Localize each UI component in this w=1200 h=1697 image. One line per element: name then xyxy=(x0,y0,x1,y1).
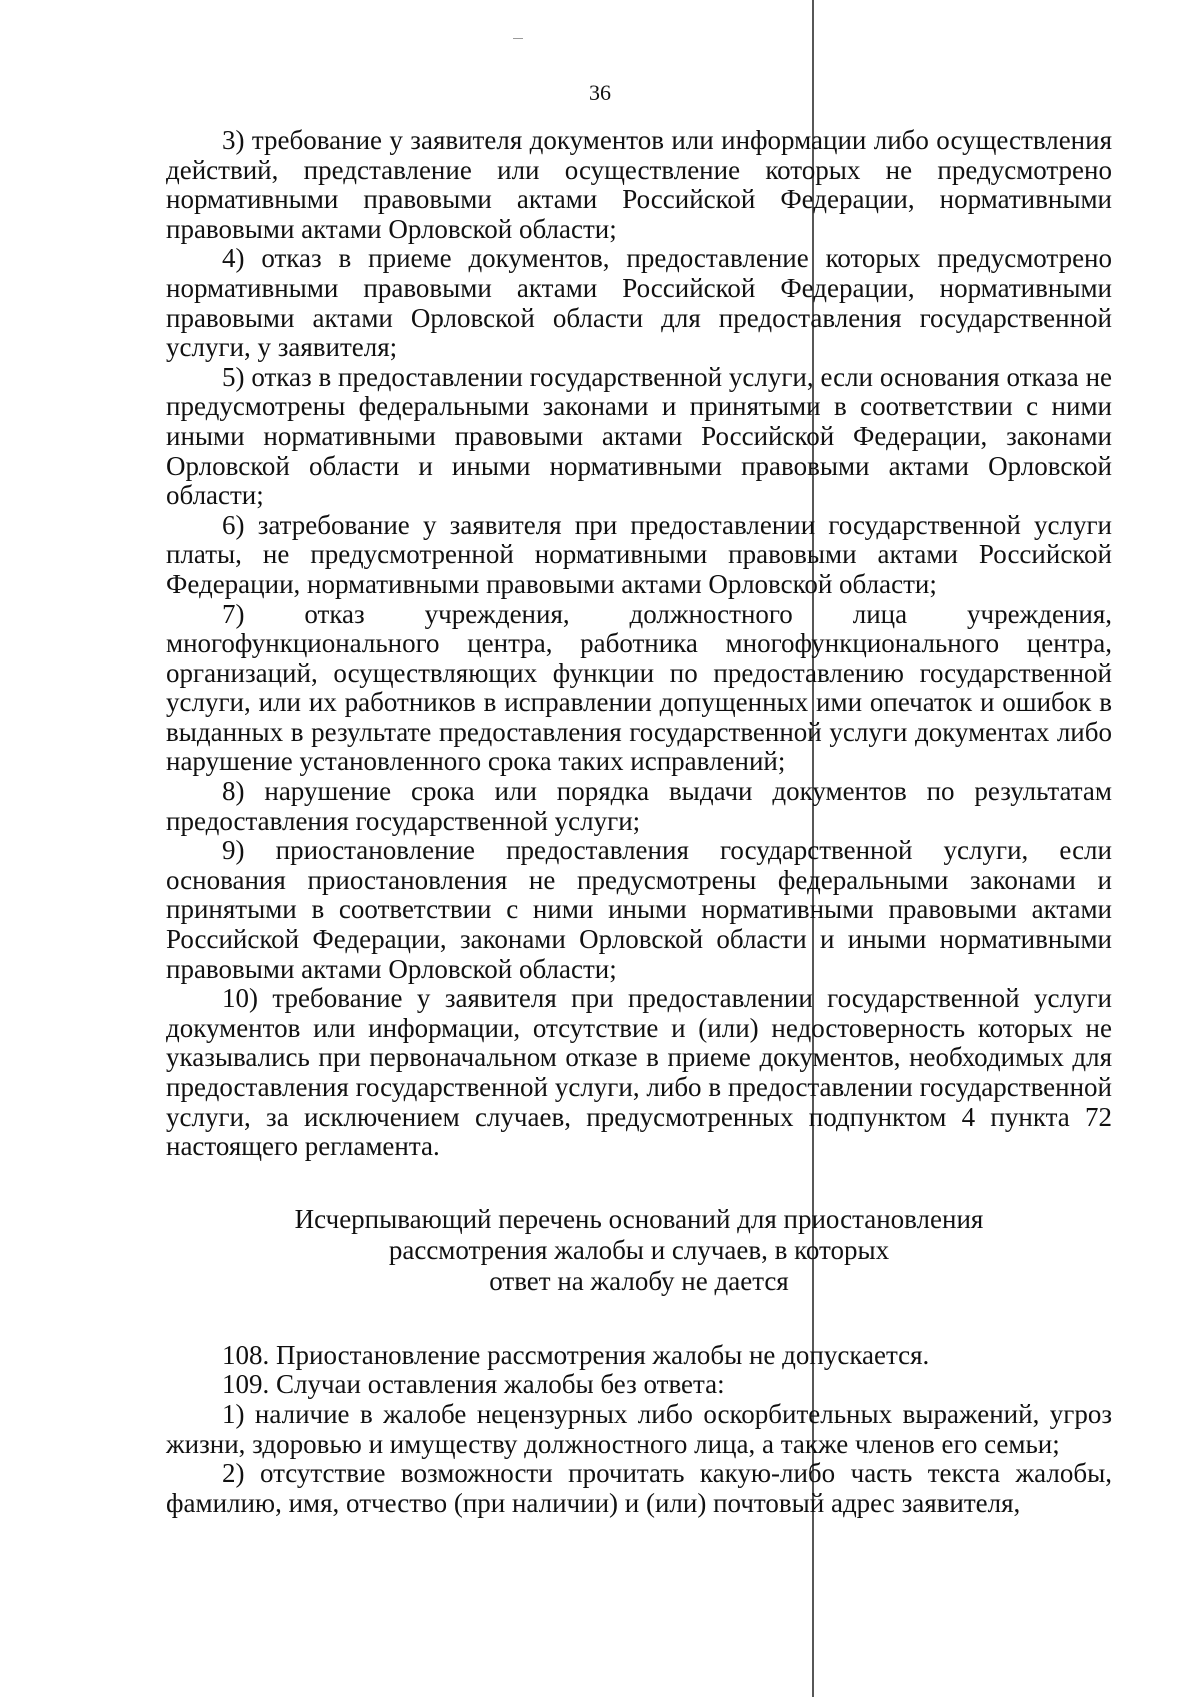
list-item-3: 3) требование у заявителя документов или информации либо осуществления действий, представление или осуществление которых не предусмотрено нормативными правовыми актами Российской Федерации, нормативными правовыми актами Орловской области; xyxy=(166,125,1112,244)
list-item-10: 10) требование у заявителя при предоставлении государственной услуги документов или информации, отсутствие и (или) недостоверность которых не указывались при первоначальном отказе в приеме документов, необходимых для предоставления государственной услуги, либо в предоставлении государственной услуги, за исключением случаев, предусмотренных подпунктом 4 пункта 72 настоящего регламента. xyxy=(166,983,1112,1162)
section-heading xyxy=(166,1204,1112,1297)
list-item-9: 9) приостановление предоставления государственной услуги, если основания приостановления не предусмотрены федеральными законами и принятыми в соответствии с ними иными нормативными правовыми актами Российской Федерации, законами Орловской области и иными нормативными правовыми актами Орловской области; xyxy=(166,835,1112,984)
list-item-8: 8) нарушение срока или порядка выдачи документов по результатам предоставления государственной услуги; xyxy=(166,776,1112,836)
list-item-4: 4) отказ в приеме документов, предоставление которых предусмотрено нормативными правовыми актами Российской Федерации, нормативными правовыми актами Орловской области для предоставления государственной услуги, у заявителя; xyxy=(166,243,1112,363)
clause-109-item-1: 1) наличие в жалобе нецензурных либо оскорбительных выражений, угроз жизни, здоровью и имуществу должностного лица, а также членов его семьи; xyxy=(166,1398,1112,1459)
section-heading-line-1: Исчерпывающий перечень оснований для приостановления xyxy=(294,1203,984,1234)
clause-109-item-2: 2) отсутствие возможности прочитать какую-либо часть текста жалобы, фамилию, имя, отчество (при наличии) и (или) почтовый адрес заявителя, xyxy=(166,1458,1112,1518)
list-item-7: 7) отказ учреждения, должностного лица учреждения, многофункционального центра, работника многофункционального центра, организаций, осуществляющих функции по предоставлению государственной услуги, или их работников в исправлении допущенных ими опечаток и ошибок в выданных в результате предоставления государственной услуги документах либо нарушение установленного срока таких исправлений; xyxy=(166,598,1112,777)
clause-109: 109. Случаи оставления жалобы без ответа: xyxy=(222,1369,725,1400)
clause-108: 108. Приостановление рассмотрения жалобы не допускается. xyxy=(222,1339,930,1370)
section-heading-line-2: рассмотрения жалобы и случаев, в которых xyxy=(388,1234,890,1265)
section-heading-line-3: ответ на жалобу не дается xyxy=(489,1265,789,1296)
page-number: 36 xyxy=(589,80,611,105)
list-item-5: 5) отказ в предоставлении государственной услуги, если основания отказа не предусмотрены федеральными законами и принятыми в соответствии с ними иными нормативными правовыми актами Российской Федерации, законами Орловской области и иными нормативными правовыми актами Орловской области; xyxy=(166,361,1112,511)
list-item-6: 6) затребование у заявителя при предоставлении государственной услуги платы, не предусмотренной нормативными правовыми актами Российской Федерации, нормативными правовыми актами Орловской области; xyxy=(166,509,1112,599)
scan-artifact-mark xyxy=(513,38,523,39)
document-body xyxy=(166,126,1112,1518)
